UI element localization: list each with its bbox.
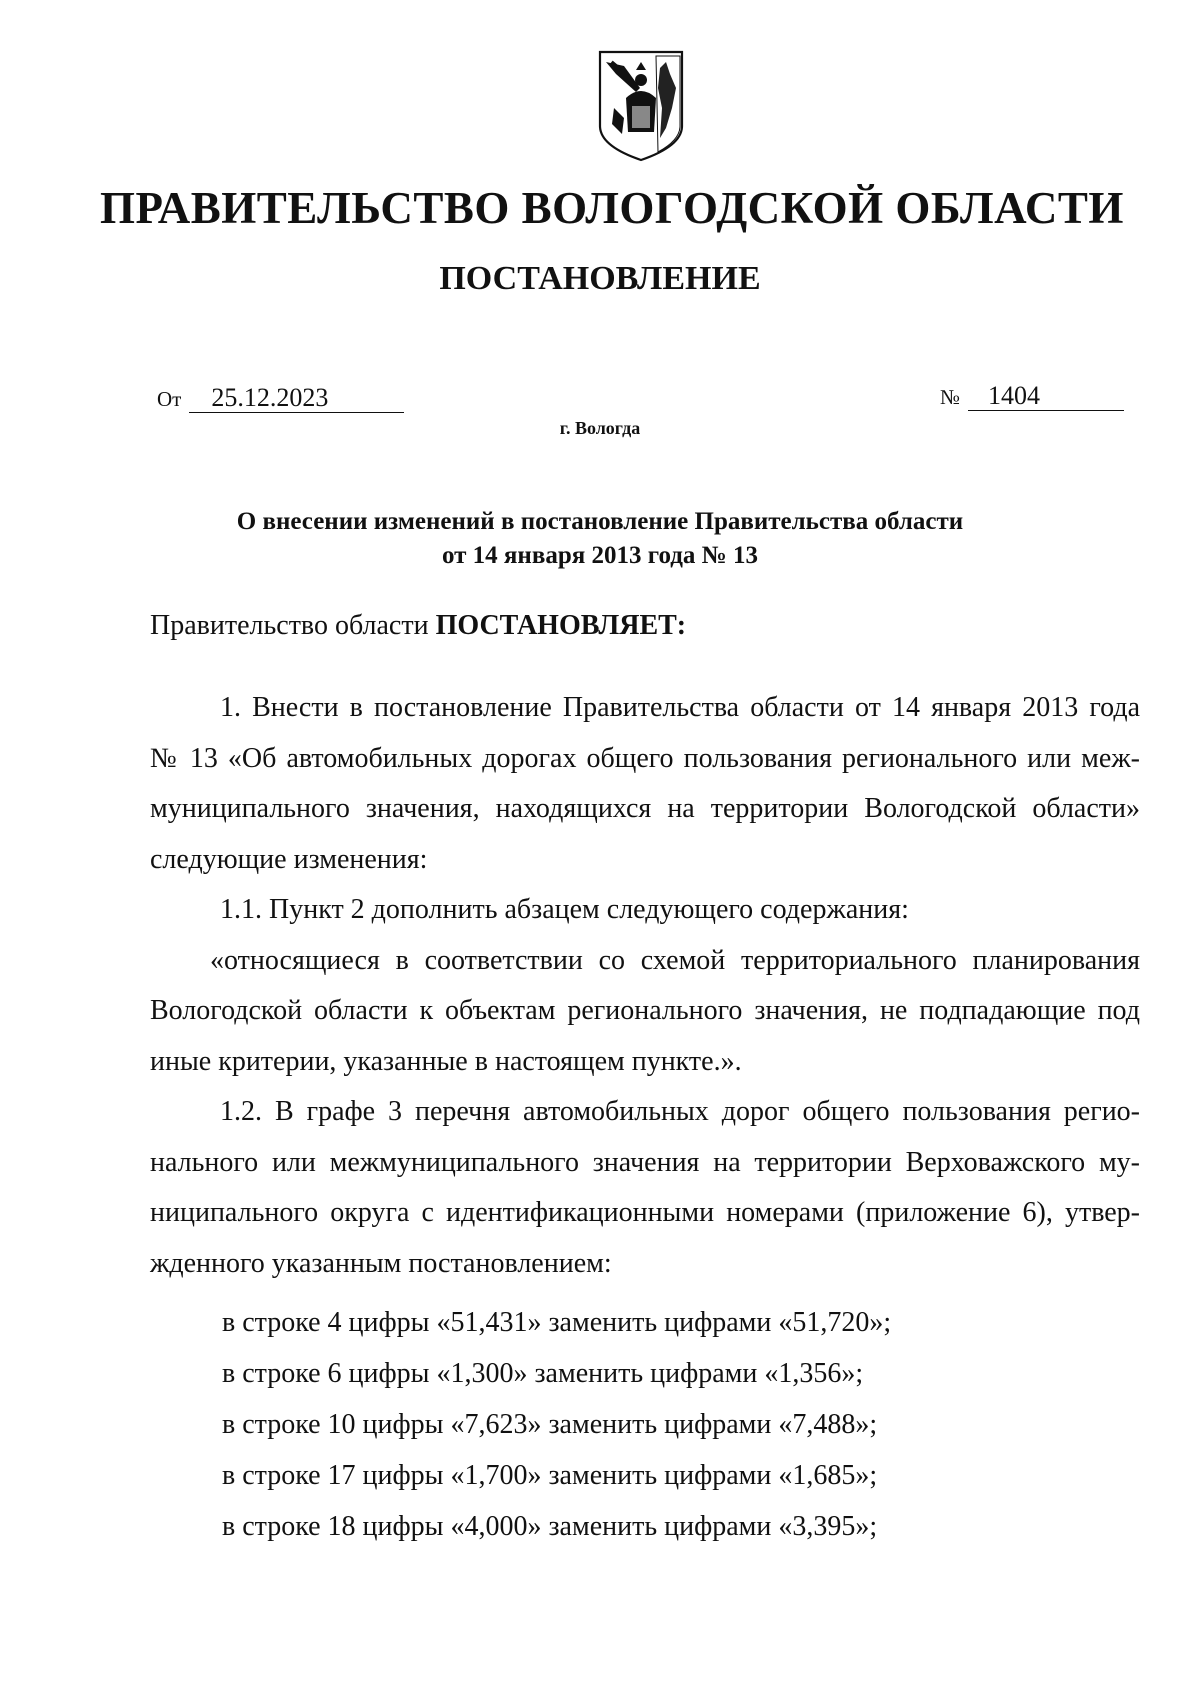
quote-line: «относящиеся в соответствии со схемой территориального планирования (210, 944, 1140, 976)
city: г. Вологда (559, 418, 641, 438)
paragraph-line: 1. Внести в постановление Правительства области от 14 января 2013 года (220, 692, 1140, 723)
paragraph-heading: 1.1. Пункт 2 дополнить абзацем следующего содержания: (220, 894, 909, 925)
number-value: 1404 (968, 382, 1124, 411)
paragraph-line: нального или межмуниципального значения на территории Верховажского му- (150, 1146, 1140, 1178)
document-number (940, 382, 1124, 411)
paragraph-1-2 (150, 1087, 1140, 1289)
paragraph-line: № 13 «Об автомобильных дорогах общего пользования регионального или меж- (150, 742, 1140, 774)
preamble-emphasis: ПОСТАНОВЛЯЕТ: (435, 610, 687, 641)
change-item: в строке 18 цифры «4,000» заменить цифрами «3,395»; (222, 1511, 878, 1542)
preamble (150, 610, 686, 642)
paragraph-1-1 (150, 885, 1140, 1087)
document-date (157, 384, 404, 413)
date-value: 25.12.2023 (189, 384, 404, 413)
paragraph-line: муниципального значения, находящихся на территории Вологодской области» (150, 793, 1140, 824)
quote-line: иные критерии, указанные в настоящем пункте.». (150, 1045, 742, 1077)
change-item: в строке 4 цифры «51,431» заменить цифрами «51,720»; (222, 1307, 892, 1338)
vologda-coat-of-arms-icon (596, 48, 686, 163)
number-label: № (940, 385, 961, 409)
date-label: От (157, 387, 182, 411)
document-type: ПОСТАНОВЛЕНИЕ (439, 260, 761, 297)
paragraph-1 (150, 683, 1140, 885)
paragraph-line: 1.2. В графе 3 перечня автомобильных дорог общего пользования регио- (220, 1096, 1140, 1127)
government-title: ПРАВИТЕЛЬСТВО ВОЛОГОДСКОЙ ОБЛАСТИ (100, 183, 1124, 233)
paragraph-line: ниципального округа с идентификационными номерами (приложение 6), утвер- (150, 1197, 1140, 1228)
quote-line: Вологодской области к объектам регионального значения, не подпадающие под (150, 995, 1140, 1026)
document-subject (150, 505, 1050, 573)
subject-line-2: от 14 января 2013 года № 13 (441, 542, 759, 569)
change-item: в строке 10 цифры «7,623» заменить цифрами «7,488»; (222, 1409, 878, 1440)
change-item: в строке 17 цифры «1,700» заменить цифрами «1,685»; (222, 1460, 878, 1491)
change-item: в строке 6 цифры «1,300» заменить цифрами «1,356»; (222, 1358, 864, 1389)
subject-line-1: О внесении изменений в постановление Правительства области (236, 508, 964, 535)
paragraph-line: жденного указанным постановлением: (150, 1247, 612, 1279)
preamble-text: Правительство области (150, 610, 436, 641)
paragraph-line: следующие изменения: (150, 843, 428, 875)
